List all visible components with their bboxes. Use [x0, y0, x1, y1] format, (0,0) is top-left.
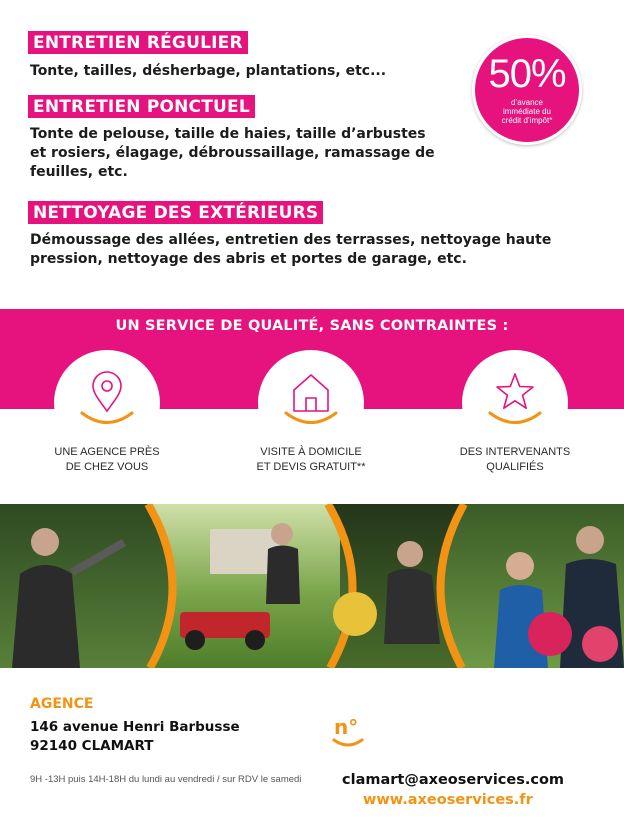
service-line: DE CHEZ VOUS: [65, 461, 149, 473]
section-heading-regular: ENTRETIEN RÉGULIER: [28, 31, 248, 54]
logo-mark: [330, 712, 370, 748]
desc-line: feuilles, etc.: [30, 164, 128, 180]
agency-label: AGENCE: [30, 696, 94, 712]
section-desc-punctual: [30, 125, 435, 182]
star-icon: [495, 370, 535, 414]
service-circle-staff: [462, 350, 568, 456]
section-desc-regular: [30, 62, 386, 81]
photo-collage: [0, 504, 624, 668]
service-line: DES INTERVENANTS: [459, 446, 571, 458]
agency-email-link[interactable]: clamart@axeoservices.com: [342, 772, 565, 788]
service-line: VISITE À DOMICILE: [260, 446, 362, 458]
service-label-agency: [27, 445, 187, 475]
service-line: ET DEVIS GRATUIT**: [256, 461, 366, 473]
smile-arc-icon: [78, 410, 136, 428]
desc-line: Tonte, tailles, désherbage, plantations, etc...: [30, 63, 387, 79]
badge-percent: 50%: [488, 52, 566, 96]
agency-hours: 9H -13H puis 14H-18H du lundi au vendredi / sur RDV le samedi: [30, 774, 302, 785]
section-heading-punctual: ENTRETIEN PONCTUEL: [28, 95, 255, 118]
smile-arc-icon: [282, 410, 340, 428]
section-desc-exterior: [30, 231, 551, 269]
service-label-staff: [435, 445, 595, 475]
badge-text: [475, 98, 579, 125]
service-circle-agency: [54, 350, 160, 456]
website-link[interactable]: www.axeoservices.fr: [363, 792, 533, 808]
gardeners-photo-strip: [0, 504, 624, 668]
logo-text: n°: [334, 715, 359, 739]
tax-credit-badge: [472, 35, 582, 145]
desc-line: Démoussage des allées, entretien des terrasses, nettoyage haute: [30, 232, 552, 248]
agency-city: 92140 CLAMART: [30, 738, 154, 754]
agency-street: 146 avenue Henri Barbusse: [30, 719, 240, 735]
service-line: UNE AGENCE PRÈS: [54, 446, 160, 458]
desc-line: pression, nettoyage des abris et portes de garage, etc.: [30, 251, 467, 267]
badge-line: immédiate du: [502, 107, 552, 116]
smile-arc-icon: [486, 410, 544, 428]
badge-line: crédit d’impôt*: [501, 116, 553, 125]
map-pin-icon: [87, 370, 127, 414]
axeo-logo: [330, 712, 370, 753]
house-icon: [291, 370, 331, 414]
band-title: UN SERVICE DE QUALITÉ, SANS CONTRAINTES :: [115, 318, 509, 334]
service-label-visit: [231, 445, 391, 475]
service-circle-visit: [258, 350, 364, 456]
service-line: QUALIFIÉS: [486, 461, 544, 473]
desc-line: Tonte de pelouse, taille de haies, taille d’arbustes: [30, 126, 426, 142]
section-heading-exterior: NETTOYAGE DES EXTÉRIEURS: [28, 201, 323, 224]
desc-line: et rosiers, élagage, débroussaillage, ramassage de: [30, 145, 435, 161]
badge-line: d’avance: [510, 98, 544, 107]
